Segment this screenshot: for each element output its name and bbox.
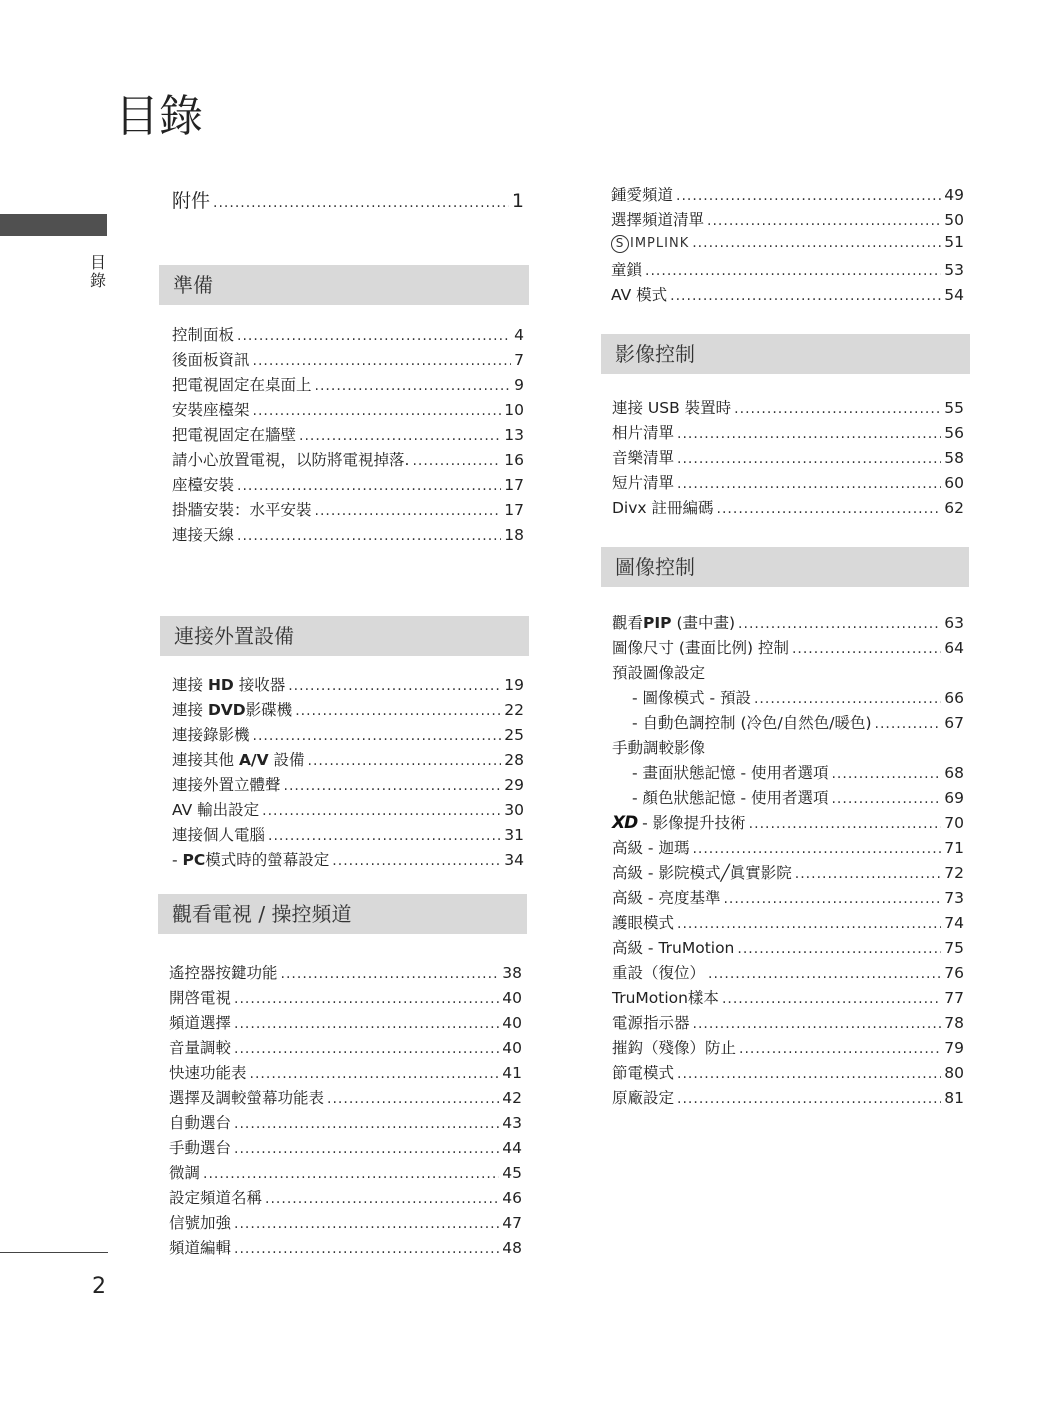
toc-entry[interactable] (612, 471, 964, 496)
toc-entry-label (172, 748, 305, 770)
toc-entry[interactable] (612, 421, 964, 446)
toc-entry-label: 連接 USB 裝置時 (612, 399, 732, 417)
toc-leader-dots (754, 691, 941, 707)
toc-entry-page: 69 (944, 789, 964, 807)
side-label-char: 目 (89, 253, 106, 272)
toc-entry[interactable] (169, 1161, 522, 1186)
toc-leader-dots (717, 501, 942, 517)
toc-entry[interactable] (612, 611, 964, 636)
toc-entry-page: 1 (511, 190, 524, 212)
toc-leader-dots (875, 716, 942, 732)
toc-leader-dots (268, 828, 501, 844)
toc-entry-label (612, 1061, 674, 1083)
toc-leader-dots (315, 503, 502, 519)
toc-entry[interactable] (612, 936, 964, 961)
toc-label-text: - 自動色調控制 (冷色/自然色/暖色) (632, 714, 872, 732)
toc-entry[interactable] (169, 1211, 522, 1236)
toc-leader-dots (203, 1166, 499, 1182)
toc-entry-label: 附件 (172, 190, 211, 212)
toc-leader-dots (831, 791, 941, 807)
toc-leader-dots (734, 401, 941, 417)
toc-entry-label (612, 811, 746, 833)
toc-label-text: 影碟機 (245, 701, 293, 719)
toc-entry[interactable] (611, 283, 964, 308)
toc-entry-page: 70 (944, 814, 964, 832)
toc-entry[interactable] (612, 446, 964, 471)
toc-label-text: 高級 - TruMotion (612, 939, 735, 957)
toc-label-text: - 影像提升技術 (637, 814, 746, 832)
toc-label-text: 連接個人電腦 (172, 826, 266, 844)
toc-entry-page: 79 (944, 1039, 964, 1057)
toc-label-text: - (172, 851, 183, 869)
toc-entry-page: 76 (944, 964, 964, 982)
toc-label-text: 高級 - 亮度基準 (612, 889, 721, 907)
toc-label-text: 原廠設定 (612, 1089, 675, 1107)
toc-entry-label: 控制面板 (172, 326, 235, 344)
toc-leader-dots (237, 328, 511, 344)
toc-entry-page: 49 (944, 186, 964, 204)
footer-rule (0, 1252, 108, 1253)
simplink-icon-text: IMPLINK (630, 236, 690, 251)
toc-entry-page: 40 (502, 1014, 522, 1032)
toc-label-text: 節電模式 (612, 1064, 675, 1082)
toc-entry-label (612, 786, 828, 808)
toc-entry-label (612, 886, 720, 908)
toc-entry-page: 54 (944, 286, 964, 304)
toc-entry[interactable] (172, 773, 524, 798)
toc-leader-dots (723, 891, 941, 907)
intro-list (172, 186, 524, 214)
toc-leader-dots (645, 263, 941, 279)
toc-label-text: AV 輸出設定 (172, 801, 260, 819)
toc-leader-dots (265, 1191, 499, 1207)
toc-entry-label: 座檯安裝 (172, 476, 235, 494)
toc-entry-page: 30 (504, 801, 524, 819)
toc-leader-dots (288, 678, 501, 694)
toc-entry-page: 71 (944, 839, 964, 857)
toc-entry-page: 17 (504, 501, 524, 519)
simplink-icon-letter: S (611, 235, 629, 253)
toc-entry[interactable] (169, 1236, 522, 1261)
toc-leader-dots (284, 778, 502, 794)
toc-entry[interactable] (172, 398, 524, 423)
toc-label-text: 連接外置立體聲 (172, 776, 281, 794)
toc-label-text: 連接錄影機 (172, 726, 250, 744)
toc-label-text: 重設（復位） (612, 964, 706, 982)
toc-leader-dots (737, 941, 941, 957)
toc-entry[interactable] (612, 711, 964, 736)
toc-entry-label (612, 836, 689, 858)
toc-leader-dots (677, 1066, 941, 1082)
toc-list-picture (612, 611, 964, 1111)
toc-label-text: 圖像尺寸 (畫面比例) 控制 (612, 639, 789, 657)
toc-leader-dots (237, 478, 501, 494)
toc-entry-page: 44 (502, 1139, 522, 1157)
toc-entry[interactable] (612, 911, 964, 936)
toc-entry-page: 42 (502, 1089, 522, 1107)
toc-entry-label (172, 673, 285, 695)
toc-entry-page: 53 (944, 261, 964, 279)
toc-leader-dots (295, 703, 501, 719)
toc-entry[interactable] (611, 183, 964, 208)
toc-entry-page: 47 (502, 1214, 522, 1232)
toc-entry-label: 選擇及調較螢幕功能表 (169, 1089, 325, 1107)
toc-list-external (172, 673, 524, 873)
toc-entry-page: 19 (504, 676, 524, 694)
toc-label-bold: PC (182, 851, 206, 869)
toc-entry-page: 75 (944, 939, 964, 957)
toc-label-text: 觀看 (612, 614, 644, 632)
toc-leader-dots (253, 403, 502, 419)
toc-leader-dots (315, 378, 512, 394)
toc-entry-page: 73 (944, 889, 964, 907)
toc-leader-dots (722, 991, 941, 1007)
toc-label-bold: HD (207, 676, 234, 694)
toc-leader-dots (792, 641, 941, 657)
toc-leader-dots (670, 288, 941, 304)
toc-entry-label (172, 848, 329, 870)
toc-entry-page: 72 (944, 864, 964, 882)
side-label (86, 254, 110, 290)
toc-entry-label: AV 模式 (611, 286, 668, 304)
toc-entry[interactable] (612, 961, 964, 986)
toc-label-text: 連接 (172, 676, 208, 694)
toc-entry-label: Divx 註冊編碼 (612, 499, 714, 517)
toc-leader-dots (676, 188, 941, 204)
toc-entry-label (612, 686, 751, 708)
toc-entry[interactable] (612, 636, 964, 661)
toc-label-text: 模式時的螢幕設定 (205, 851, 330, 869)
toc-entry[interactable] (172, 423, 524, 448)
toc-leader-dots (693, 1016, 942, 1032)
toc-entry[interactable] (612, 686, 964, 711)
toc-leader-dots (234, 1041, 499, 1057)
toc-entry-label: 請小心放置電視，以防將電視掉落. (172, 451, 410, 469)
toc-entry[interactable] (172, 673, 524, 698)
toc-entry-label: 安裝座檯架 (172, 401, 250, 419)
toc-entry-page: 81 (944, 1089, 964, 1107)
toc-entry[interactable] (169, 1136, 522, 1161)
toc-entry[interactable] (169, 1186, 522, 1211)
toc-entry-label: 音量調較 (169, 1039, 232, 1057)
toc-leader-dots (308, 753, 502, 769)
toc-entry-label (612, 636, 789, 658)
toc-entry-label (612, 1086, 674, 1108)
toc-entry[interactable] (172, 448, 524, 473)
section-header-watch: 觀看電視 / 操控頻道 (158, 894, 527, 934)
toc-label-text: 設備 (268, 751, 305, 769)
toc-entry-page: 9 (514, 376, 524, 394)
toc-entry[interactable] (169, 1036, 522, 1061)
toc-entry-label: 音樂清單 (612, 449, 675, 467)
toc-entry-label (612, 1036, 736, 1058)
toc-entry-label (172, 798, 259, 820)
toc-label-text: 連接其他 (172, 751, 239, 769)
toc-entry[interactable] (612, 496, 964, 521)
toc-entry-page: 60 (944, 474, 964, 492)
toc-entry[interactable] (172, 748, 524, 773)
toc-label-text: 接收器 (233, 676, 286, 694)
toc-entry-page: 4 (514, 326, 524, 344)
toc-list-right-top (611, 183, 964, 308)
toc-leader-dots (739, 1041, 941, 1057)
toc-entry-label: 頻道編輯 (169, 1239, 232, 1257)
toc-entry[interactable] (612, 1061, 964, 1086)
toc-leader-dots (250, 1066, 500, 1082)
toc-leader-dots (234, 991, 499, 1007)
toc-leader-dots (299, 428, 501, 444)
toc-entry-page: 13 (504, 426, 524, 444)
toc-leader-dots (281, 966, 500, 982)
toc-leader-dots (708, 966, 941, 982)
toc-entry[interactable] (172, 798, 524, 823)
toc-label-text: - 顏色狀態記憶 - 使用者選項 (632, 789, 829, 807)
toc-entry-label (172, 698, 292, 720)
toc-entry[interactable] (611, 208, 964, 233)
toc-entry-page: 67 (944, 714, 964, 732)
toc-leader-dots (677, 1091, 941, 1107)
toc-entry-label: 設定頻道名稱 (169, 1189, 263, 1207)
toc-entry-page: 56 (944, 424, 964, 442)
toc-leader-dots (234, 1241, 499, 1257)
toc-entry[interactable] (612, 396, 964, 421)
toc-entry-page: 74 (944, 914, 964, 932)
toc-leader-dots (253, 353, 512, 369)
toc-entry[interactable] (612, 861, 964, 886)
toc-entry-label (612, 936, 734, 958)
toc-entry-label (612, 611, 735, 633)
toc-entry[interactable] (612, 836, 964, 861)
toc-entry[interactable] (169, 986, 522, 1011)
toc-entry-label (612, 911, 674, 933)
toc-label-text: 電源指示器 (612, 1014, 690, 1032)
toc-entry-page: 17 (504, 476, 524, 494)
toc-entry-label (612, 711, 872, 733)
toc-leader-dots (412, 453, 501, 469)
toc-entry-page: 68 (944, 764, 964, 782)
toc-leader-dots (677, 451, 941, 467)
toc-entry-label: 選擇頻道清單 (611, 211, 705, 229)
toc-entry-label (612, 661, 705, 683)
toc-entry-page: 50 (944, 211, 964, 229)
toc-entry-page: 45 (502, 1164, 522, 1182)
section-header-external: 連接外置設備 (160, 616, 529, 656)
toc-entry[interactable] (612, 811, 964, 836)
toc-entry-page: 55 (944, 399, 964, 417)
toc-entry-label: 遙控器按鍵功能 (169, 964, 278, 982)
toc-label-bold: DVD (207, 701, 246, 719)
toc-leader-dots (749, 816, 942, 832)
toc-entry[interactable] (169, 961, 522, 986)
toc-list-watch (169, 961, 522, 1261)
toc-entry-label: 把電視固定在桌面上 (172, 376, 312, 394)
toc-entry-page: 7 (514, 351, 524, 369)
toc-leader-dots (213, 195, 509, 211)
section-header-prep: 準備 (159, 265, 529, 305)
toc-entry-page: 48 (502, 1239, 522, 1257)
toc-entry[interactable] (172, 523, 524, 548)
toc-entry[interactable] (172, 323, 524, 348)
toc-entry[interactable] (612, 761, 964, 786)
toc-leader-dots (692, 841, 941, 857)
toc-entry[interactable] (169, 1111, 522, 1136)
toc-entry (612, 661, 964, 686)
toc-entry[interactable] (612, 886, 964, 911)
side-label-char: 錄 (89, 271, 106, 290)
toc-entry-label (172, 773, 281, 795)
toc-entry-label: 鍾愛頻道 (611, 186, 674, 204)
toc-leader-dots (234, 1116, 499, 1132)
page-number: 2 (92, 1274, 106, 1299)
toc-entry[interactable] (612, 786, 964, 811)
toc-entry-label (612, 861, 792, 883)
toc-leader-dots (234, 1016, 499, 1032)
toc-label-text: - 畫面狀態記憶 - 使用者選項 (632, 764, 829, 782)
toc-leader-dots (262, 803, 501, 819)
toc-entry-page: 43 (502, 1114, 522, 1132)
toc-leader-dots (234, 1141, 499, 1157)
toc-label-bold: PIP (643, 614, 672, 632)
toc-label-text: TruMotion樣本 (612, 989, 719, 1007)
toc-entry[interactable] (612, 1086, 964, 1111)
toc-entry-label: 自動選台 (169, 1114, 232, 1132)
toc-entry[interactable] (172, 373, 524, 398)
toc-entry-label: 微調 (169, 1164, 201, 1182)
toc-entry[interactable] (172, 698, 524, 723)
toc-entry-label (612, 1011, 690, 1033)
toc-leader-dots (234, 1216, 499, 1232)
toc-entry[interactable] (612, 986, 964, 1011)
toc-entry-page: 51 (944, 233, 964, 251)
toc-entry-label: 掛牆安裝：水平安裝 (172, 501, 312, 519)
toc-entry[interactable] (611, 233, 964, 258)
toc-entry-intro[interactable] (172, 186, 524, 214)
side-tab-bar (0, 214, 107, 236)
toc-entry-label (611, 233, 689, 253)
xd-logo-icon: XD (612, 813, 638, 833)
toc-list-prep (172, 323, 524, 548)
toc-entry-page: 29 (504, 776, 524, 794)
toc-entry-label: 手動選台 (169, 1139, 232, 1157)
toc-entry-label (612, 986, 719, 1008)
toc-entry-page: 64 (944, 639, 964, 657)
toc-leader-dots (795, 866, 941, 882)
toc-entry-label: 信號加強 (169, 1214, 232, 1232)
toc-entry[interactable] (172, 723, 524, 748)
toc-entry-page: 77 (944, 989, 964, 1007)
toc-label-text: 手動調較影像 (612, 739, 706, 757)
toc-entry[interactable] (169, 1011, 522, 1036)
toc-entry-label: 頻道選擇 (169, 1014, 232, 1032)
toc-entry[interactable] (172, 498, 524, 523)
toc-entry-page: 22 (504, 701, 524, 719)
toc-entry-label: 連接天線 (172, 526, 235, 544)
section-header-video: 影像控制 (601, 334, 970, 374)
toc-leader-dots (677, 426, 941, 442)
toc-entry-page: 38 (502, 964, 522, 982)
toc-leader-dots (237, 528, 501, 544)
toc-entry[interactable] (172, 823, 524, 848)
toc-entry[interactable] (611, 258, 964, 283)
toc-entry-page: 41 (502, 1064, 522, 1082)
toc-entry-page: 40 (502, 989, 522, 1007)
toc-leader-dots (738, 616, 941, 632)
toc-leader-dots (332, 853, 501, 869)
toc-entry[interactable] (169, 1086, 522, 1111)
toc-entry-page: 28 (504, 751, 524, 769)
toc-label-text: 高級 - 迦瑪 (612, 839, 690, 857)
toc-entry[interactable] (172, 348, 524, 373)
toc-leader-dots (677, 916, 941, 932)
toc-entry[interactable] (612, 1036, 964, 1061)
toc-leader-dots (253, 728, 502, 744)
toc-entry-label (612, 736, 705, 758)
toc-entry[interactable] (172, 473, 524, 498)
toc-label-bold: A/V (238, 751, 269, 769)
toc-label-text: 摧鈎（殘像）防止 (612, 1039, 737, 1057)
toc-entry[interactable] (612, 1011, 964, 1036)
toc-entry-label: 短片清單 (612, 474, 675, 492)
toc-leader-dots (831, 766, 941, 782)
toc-label-text: 連接 (172, 701, 208, 719)
toc-entry-label (172, 723, 250, 745)
toc-entry[interactable] (169, 1061, 522, 1086)
toc-entry-page: 46 (502, 1189, 522, 1207)
toc-leader-dots (677, 476, 941, 492)
toc-entry-page: 25 (504, 726, 524, 744)
toc-entry-page: 31 (504, 826, 524, 844)
toc-entry (612, 736, 964, 761)
toc-entry-label (612, 761, 828, 783)
toc-leader-dots (707, 213, 941, 229)
toc-entry-label: 把電視固定在牆壁 (172, 426, 297, 444)
page-title: 目錄 (115, 91, 203, 142)
toc-entry-page: 80 (944, 1064, 964, 1082)
toc-entry-page: 34 (504, 851, 524, 869)
toc-entry-label: 相片清單 (612, 424, 675, 442)
toc-entry-label: 童鎖 (611, 261, 643, 279)
section-header-picture: 圖像控制 (601, 547, 969, 587)
toc-leader-dots (327, 1091, 499, 1107)
toc-entry-page: 58 (944, 449, 964, 467)
toc-label-text: 護眼模式 (612, 914, 675, 932)
toc-label-text: (畫中畫) (671, 614, 736, 632)
toc-entry-label (172, 823, 265, 845)
toc-entry-page: 40 (502, 1039, 522, 1057)
toc-entry-page: 18 (504, 526, 524, 544)
toc-entry-page: 10 (504, 401, 524, 419)
toc-entry-label: 開啓電視 (169, 989, 232, 1007)
toc-entry-label: 快速功能表 (169, 1064, 247, 1082)
toc-entry-label (612, 961, 705, 983)
toc-leader-dots (692, 235, 941, 251)
toc-list-video (612, 396, 964, 521)
toc-entry-page: 66 (944, 689, 964, 707)
toc-entry-page: 63 (944, 614, 964, 632)
toc-entry-page: 62 (944, 499, 964, 517)
toc-label-text: - 圖像模式 - 預設 (632, 689, 751, 707)
toc-label-text: 預設圖像設定 (612, 664, 706, 682)
toc-entry[interactable] (172, 848, 524, 873)
toc-label-text: 高級 - 影院模式╱眞實影院 (612, 864, 792, 882)
toc-entry-label: 後面板資訊 (172, 351, 250, 369)
toc-entry-page: 16 (504, 451, 524, 469)
toc-entry-page: 78 (944, 1014, 964, 1032)
simplink-icon (611, 235, 689, 253)
